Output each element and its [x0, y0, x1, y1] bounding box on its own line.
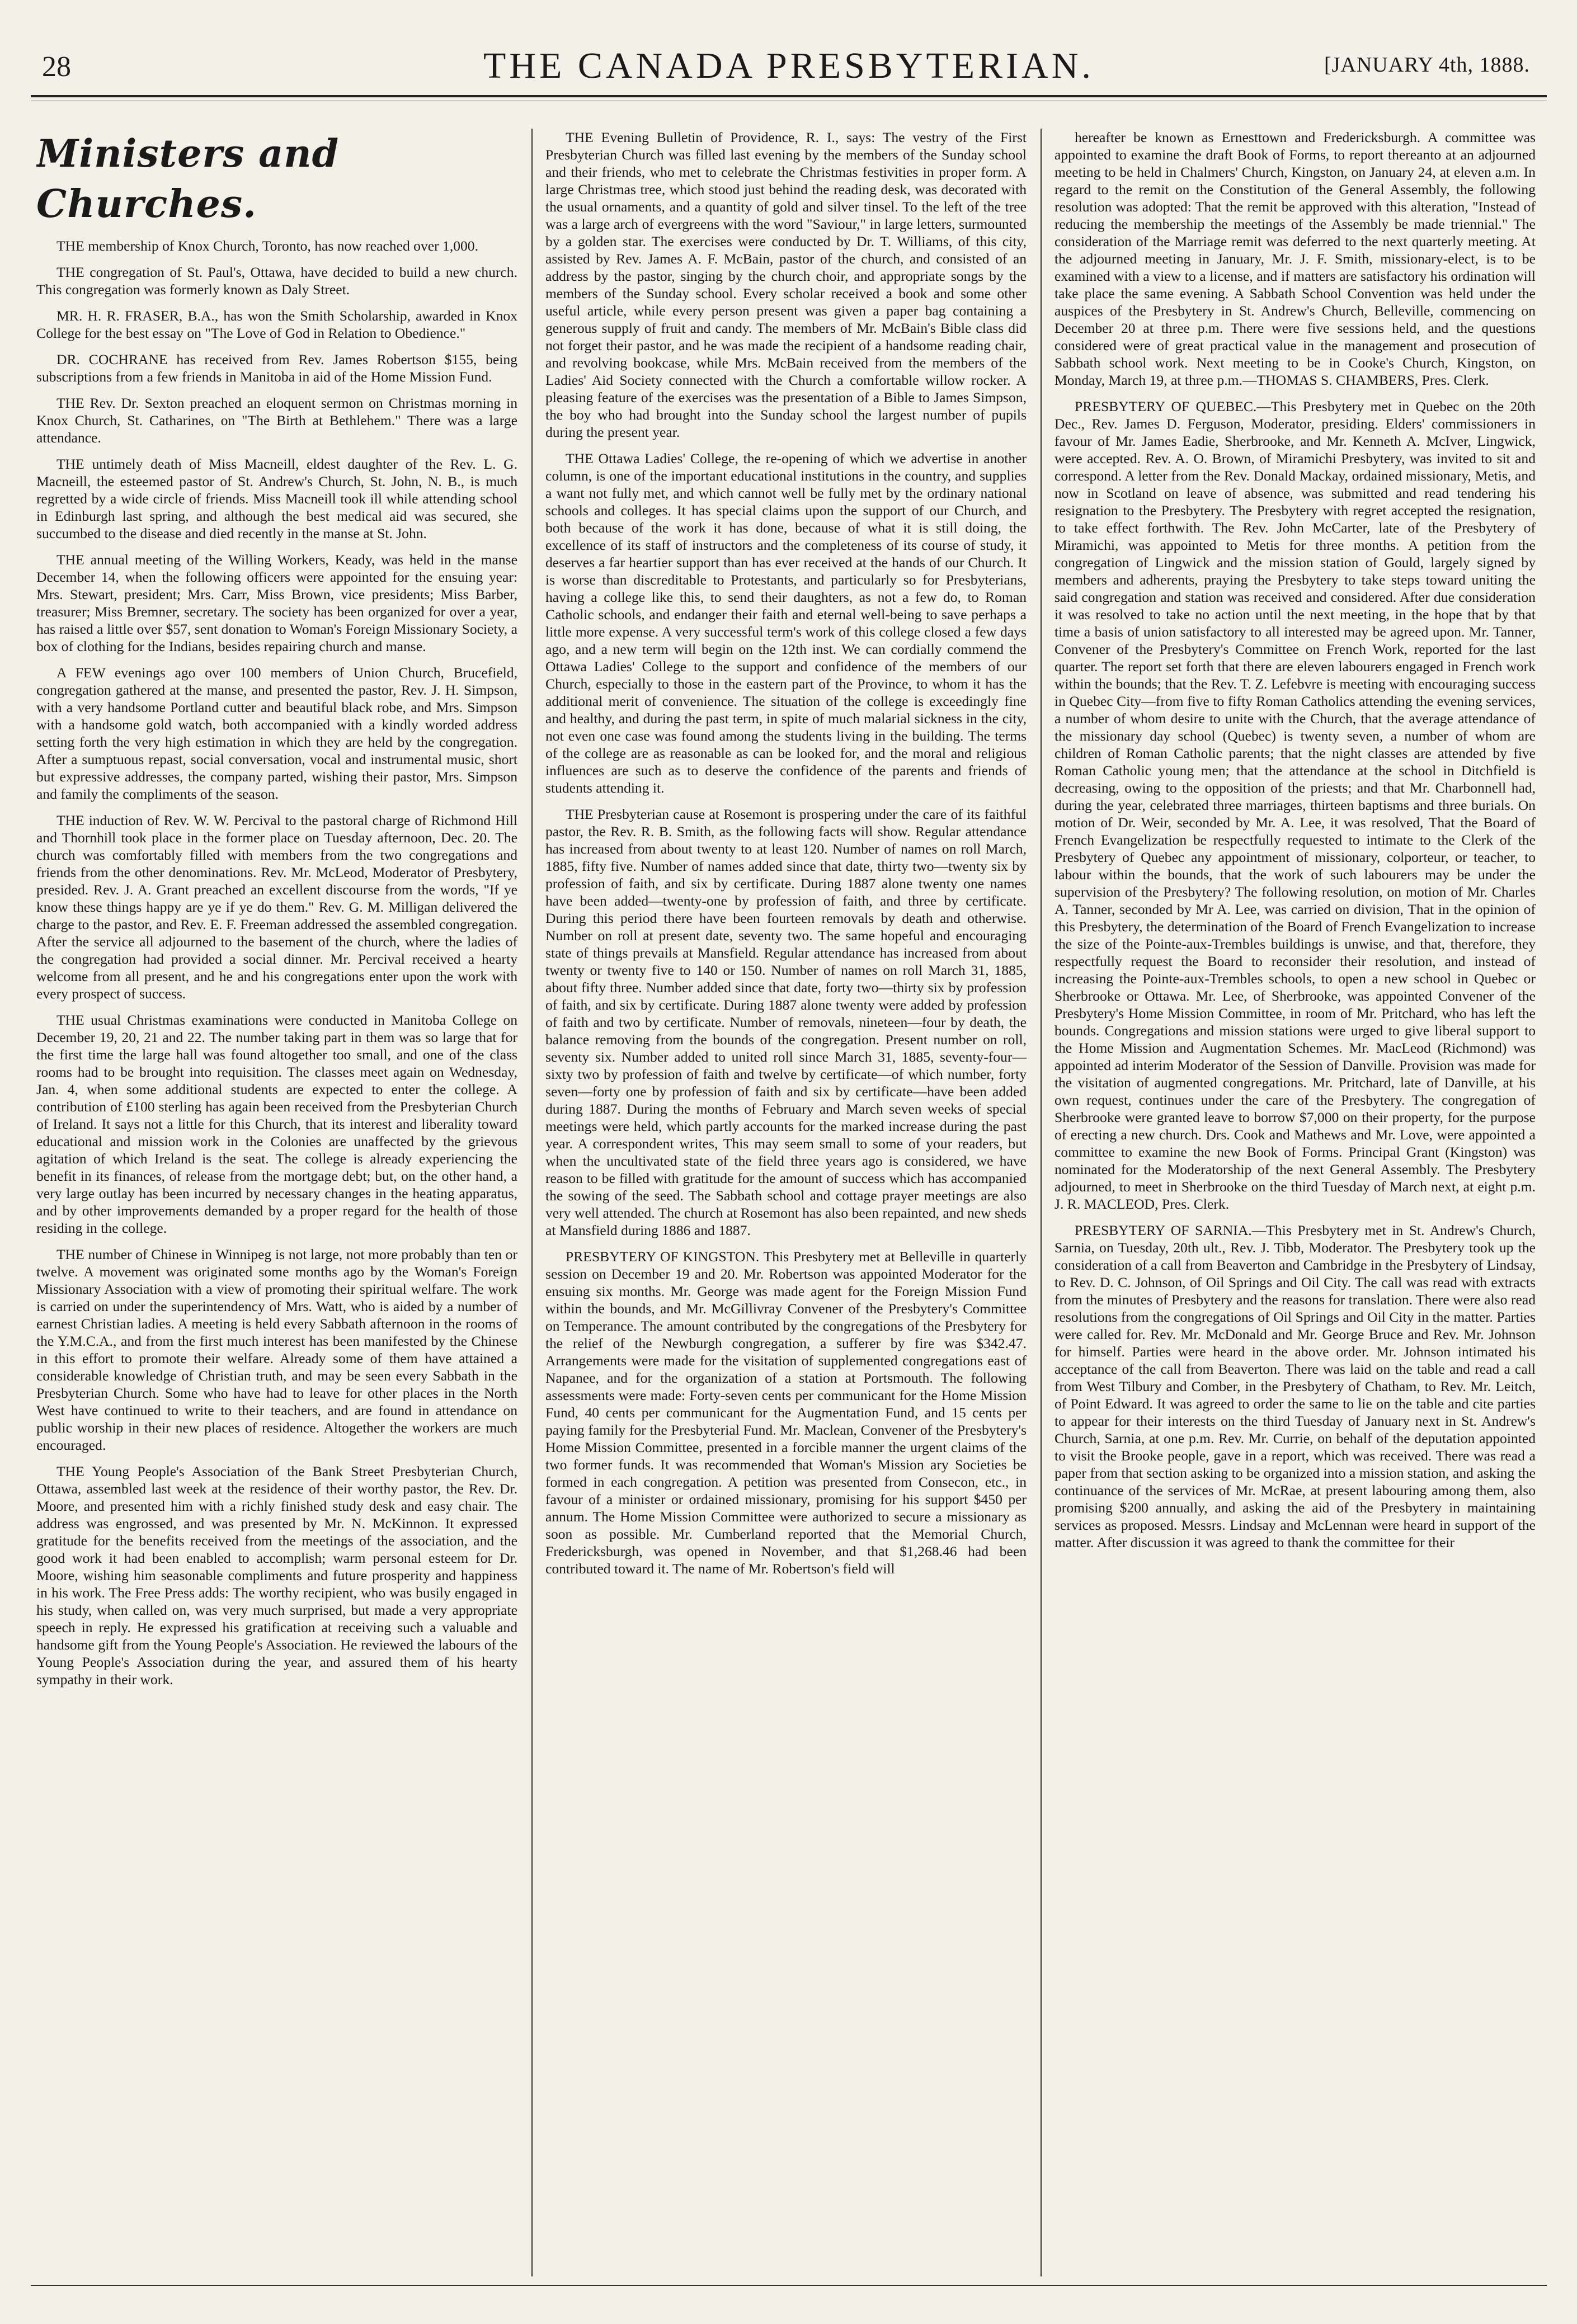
article-paragraph: A FEW evenings ago over 100 members of Union Church, Brucefield, congregation gathered at the manse, and presented the pastor, Rev. J. H. Simpson, with a very handsome Portland cutter and beautiful black robe, and Mrs. Simpson with a handsome gold watch, both accompanied with a kindly worded address setting forth the very high estimation in which they are held by the congregation. After a sumptuous repast, social conversation, vocal and instrumental music, short but expressive addresses, the company parted, wishing their pastor, Mrs. Simpson and family the compliments of the season. — [36, 664, 517, 802]
article-paragraph: MR. H. R. FRASER, B.A., has won the Smith Scholarship, awarded in Knox College for the best essay on "The Love of God in Relation to Obedience." — [36, 308, 517, 341]
page-number: 28 — [42, 51, 71, 83]
section-title: Ministers and Churches. — [36, 131, 340, 227]
header-rule — [31, 95, 1547, 97]
article-paragraph: THE Evening Bulletin of Providence, R. I., says: The vestry of the First Presbyterian Church was filled last evening by the members of the Sunday school and their friends, who met to celebrate the Christmas festivities in proper form. A large Christmas tree, which stood just behind the reading desk, was decorated with the usual ornaments, and a quantity of gold and silver tinsel. To the left of the tree was a large arch of evergreens with the word "Saviour," in large letters, surmounted by a golden star. The exercises were conducted by Dr. T. Williams, of this city, assisted by Rev. James A. F. McBain, pastor of the church, and consisted of an address by the pastor, singing by the church choir, and appropriate songs by the members of the Sunday school. Every scholar received a book and some other useful article, while every person present was given a paper bag containing a generous supply of fruit and candy. The members of Mr. McBain's Bible class did not forget their pastor, and he was made the recipient of a handsome reading chair, and revolving bookcase, while Mrs. McBain received from the members of the Ladies' Aid Society connected with the Church a comfortable willow rocker. A pleasing feature of the exercises was the presentation of a Bible to James Simpson, the boy who had brought into the Sunday school the largest number of pupils during the present year. — [545, 129, 1027, 440]
column-1 — [36, 129, 517, 2276]
article-paragraph: THE untimely death of Miss Macneill, eldest daughter of the Rev. L. G. Macneill, the esteemed pastor of St. Andrew's Church, St. John, N. B., is much regretted by a wide circle of friends. Miss Macneill took ill while attending school in Edinburgh last spring, and although the best medical aid was secured, she succumbed to the disease and died recently in the manse at St. John. — [36, 456, 517, 541]
issue-date: [JANUARY 4th, 1888. — [1324, 53, 1530, 77]
article-paragraph: THE congregation of St. Paul's, Ottawa, have decided to build a new church. This congregation was formerly known as Daly Street. — [36, 264, 517, 298]
article-paragraph: DR. COCHRANE has received from Rev. James Robertson $155, being subscriptions from a few friends in Manitoba in aid of the Home Mission Fund. — [36, 351, 517, 385]
article-paragraph: THE Presbyterian cause at Rosemont is prospering under the care of its faithful pastor, the Rev. R. B. Smith, as the following facts will show. Regular attendance has increased from about twenty to at least 120. Number of names on roll March, 1885, fifty five. Number of names added since that date, thirty two—twenty six by profession of faith, and six by certificate. During 1887 alone twenty one names have been added—twenty-one by profession of faith, and three by certificate. During this period there have been fourteen removals by death and otherwise. Number on roll at present date, seventy two. The same hopeful and encouraging state of things prevails at Mansfield. Regular attendance has increased from about twenty or twenty five to 140 or 150. Number of names on roll March 31, 1885, about fifty three. Number added since that date, forty two—thirty six by profession of faith, and six by certificate. During 1887 alone twenty were added by profession of faith and two by certificate. Number of removals, nineteen—four by death, the balance removing from the bounds of the congregation. Present number on roll, seventy six. Number added to united roll since March 31, 1885, seventy-four—sixty two by profession of faith and twelve by certificate—of which number, forty seven—forty one by profession of faith and six by certificate—have been added during 1887. During the months of February and March seven weeks of special meetings were held, which partly accounts for the marked increase during the past year. A correspondent writes, This may seem small to some of your readers, but when the uncultivated state of the field three years ago is considered, we have reason to be filled with gratitude for the amount of success which has accompanied the sowing of the seed. The Sabbath school and cottage prayer meetings are also very well attended. The church at Rosemont has also been repainted, and new sheds at Mansfield during 1886 and 1887. — [545, 806, 1027, 1238]
article-paragraph: PRESBYTERY OF QUEBEC.—This Presbytery met in Quebec on the 20th Dec., Rev. James D. Ferguson, Moderator, presiding. Elders' commissioners in favour of Mr. James Eadie, Sherbrooke, and Mr. Kenneth A. McIver, Lingwick, were accepted. Rev. A. O. Brown, of Miramichi Presbytery, was invited to sit and correspond. A letter from the Rev. Donald Mackay, ordained missionary, Metis, and now in Scotland on leave of absence, was submitted and read tendering his resignation to the Presbytery. The Presbytery with regret accepted the resignation, to take effect forthwith. The Rev. John McCarter, late of the Presbytery of Miramichi, was appointed to Metis for three months. A petition from the congregation of Lingwick and the mission station of Gould, largely signed by members and adherents, praying the Presbytery to take steps toward uniting the said congregation and station was received and considered. After due consideration it was resolved to take no action until the next meeting, in the hope that by that time a basis of union satisfactory to all interested may be agreed upon. Mr. Tanner, Convener of the Presbytery's Committee on French Work, reported for the last quarter. The report set forth that there are eleven labourers engaged in French work within the bounds; that the Rev. T. Z. Lefebvre is meeting with encouraging success in Quebec City—from five to fifty Roman Catholics attending the evening services, a number of whom desire to unite with the Church, that the average attendance of the missionary day school (Quebec) is twenty seven, a number of whom are children of Roman Catholic parents; that the night classes are attended by five Roman Catholic young men; that the attendance at the school in Ditchfield is decreasing, owing to the opposition of the priests; and that Mr. Charbonnell had, during the year, celebrated three marriages, thirteen baptisms and three burials. On motion of Dr. Weir, seconded by Mr. A. Lee, it was resolved, That the Board of French Evangelization be respectfully requested to intimate to the Clerk of the Presbytery of Quebec any appointment of missionary, colporteur, or teacher, to labour within the bounds, that the work of such labourers may be under the supervision of the Presbytery? The following resolution, on motion of Mr. Charles A. Tanner, seconded by Mr A. Lee, was carried on division, That in the opinion of this Presbytery, the determination of the Board of French Evangelization to increase the size of the Pointe-aux-Trembles buildings is unwise, and that, therefore, they respectfully request the Board to reconsider their resolution, and instead of increasing the Pointe-aux-Trembles schools, to open a new school in Quebec or Sherbrooke or Ottawa. Mr. Lee, of Sherbrooke, was appointed Convener of the Presbytery's Home Mission Committee, in room of Mr. Pritchard, who has left the bounds. Congregations and mission stations were urged to give liberal support to the Home Mission and Augmentation Schemes. Mr. MacLeod (Richmond) was appointed ad interim Moderator of the Session of Danville. Provision was made for the visitation of augmented congregations. Mr. Pritchard, late of Danville, at his own request, continues under the care of the Presbytery. The congregation of Sherbrooke were granted leave to borrow $7,000 on their property, for the purpose of erecting a new church. Drs. Cook and Mathews and Mr. Love, were appointed a committee to examine the new Book of Forms. Principal Grant (Kingston) was nominated for the Moderatorship of the next General Assembly. The Presbytery adjourned, to meet in Sherbrooke on the third Tuesday of March next, at eight p.m. J. R. MACLEOD, Pres. Clerk. — [1055, 398, 1536, 1212]
article-paragraph: THE Rev. Dr. Sexton preached an eloquent sermon on Christmas morning in Knox Church, St. Catharines, on "The Birth at Bethlehem." There was a large attendance. — [36, 395, 517, 446]
article-paragraph: hereafter be known as Ernesttown and Fredericksburgh. A committee was appointed to examine the draft Book of Forms, to report thereanto at an adjourned meeting to be held in Chalmers' Church, Kingston, on January 24, at eleven a.m. In regard to the remit on the Constitution of the General Assembly, the following resolution was adopted: That the remit be approved with this alteration, "Instead of reducing the membership the meetings of the Assembly be made triennial." The consideration of the Marriage remit was deferred to the next quarterly meeting. At the adjourned meeting in January, Mr. J. F. Smith, missionary-elect, is to be examined with a view to a license, and if matters are satisfactory his ordination will take place the same evening. A Sabbath School Convention was held under the auspices of the Presbytery in St. Andrew's Church, Belleville, commencing on December 20 at three p.m. There were five sessions held, and the questions considered were of great practical value in the management and prosecution of Sabbath school work. Next meeting to be in Cooke's Church, Kingston, on Monday, March 19, at three p.m.—THOMAS S. CHAMBERS, Pres. Clerk. — [1055, 129, 1536, 388]
column-divider — [531, 129, 533, 2276]
article-paragraph: THE induction of Rev. W. W. Percival to the pastoral charge of Richmond Hill and Thornhill took place in the former place on Tuesday afternoon, Dec. 20. The church was comfortably filled with members from the two congregations and friends from the other denominations. Rev. Mr. McLeod, Moderator of Presbytery, presided. Rev. J. A. Grant preached an excellent discourse from the words, "If ye know these things happy are ye if ye do them." Rev. G. M. Milligan delivered the charge to the pastor, and Rev. E. F. Freeman addressed the assembled congregation. After the service all adjourned to the basement of the church, where the ladies of the congregation had provided a social dinner. Mr. Percival received a hearty welcome from all present, and he and his congregations enter upon the work with every prospect of success. — [36, 812, 517, 1002]
article-paragraph: THE usual Christmas examinations were conducted in Manitoba College on December 19, 20, 21 and 22. The number taking part in them was so large that for the first time the large hall was found altogether too small, and one of the class rooms had to be brought into requisition. The classes meet again on Wednesday, Jan. 4, when some additional students are expected to enter the college. A contribution of £100 sterling has again been received from the Presbyterian Church of Ireland. It says not a little for this Church, that its interest and liberality toward educational and mission work in the Colonies are unaffected by the grievous agitation of which Ireland is the seat. The college is already experiencing the benefit in its finances, of release from the mortgage debt; but, on the other hand, a very large outlay has been incurred by necessary changes in the heating apparatus, and by other improvements demanded by a proper regard for the health of those residing in the college. — [36, 1012, 517, 1236]
article-paragraph: THE annual meeting of the Willing Workers, Keady, was held in the manse December 14, when the following officers were appointed for the ensuing year: Mrs. Stewart, president; Mrs. Carr, Miss Brown, vice presidents; Miss Barber, treasurer; Miss Bremner, secretary. The society has been organized for over a year, has raised a little over $57, sent donation to Woman's Foreign Missionary Society, a box of clothing for the Indians, besides repairing church and manse. — [36, 551, 517, 654]
newspaper-page — [31, 22, 1547, 2304]
masthead — [31, 45, 1547, 89]
article-paragraph: PRESBYTERY OF SARNIA.—This Presbytery met in St. Andrew's Church, Sarnia, on Tuesday, 20th ult., Rev. J. Tibb, Moderator. The Presbytery took up the consideration of a call from Beaverton and Cambridge in the Presbytery of Lindsay, to Rev. D. C. Johnson, of Oil Springs and Oil City. The call was read with extracts from the minutes of Presbytery and the reasons for translation. There were also read resolutions from the congregations of Oil Springs and Oil City in the matter. Parties were called for. Rev. Mr. McDonald and Mr. George Bruce and Rev. Mr. Johnson for himself. Parties were heard in the above order. Mr. Johnson intimated his acceptance of the call from Beaverton. There was laid on the table and read a call from West Tilbury and Comber, in the Presbytery of Chatham, to Rev. Mr. Leitch, of Point Edward. It was agreed to order the same to lie on the table and cite parties to appear for their interests on the third Tuesday of January next in St. Andrew's Church, Sarnia, at one p.m. Rev. Mr. Currie, on behalf of the deputation appointed to visit the Brooke people, gave in a report, which was received. There was read a paper from that section asking to be organized into a mission station, and asking the continuance of the services of Mr. McRae, at present labouring among them, also promising $200 annually, and asking the aid of the Presbytery in maintaining services as proposed. Messrs. Lindsay and McLennan were heard in support of the matter. After discussion it was agreed to thank the committee for their — [1055, 1222, 1536, 1550]
column-3 — [1055, 129, 1536, 2276]
article-paragraph: THE Ottawa Ladies' College, the re-opening of which we advertise in another column, is one of the important educational institutions in the country, and supplies a want not fully met, and which cannot well be fully met by the ordinary national schools and colleges. It has special claims upon the support of our Church, and both because of the work it has done, because of what it is still doing, the excellence of its staff of instructors and the completeness of its course of study, it deserves a far heartier support than has ever received at the hands of our Church. It is worse than discreditable to Protestants, and particularly so for Presbyterians, having a college like this, to send their daughters, as not a few do, to Roman Catholic schools, and endanger their faith and eternal well-being to save perhaps a little more expense. A very successful term's work of this college closed a few days ago, and a new term will begin on the 12th inst. We can cordially commend the Ottawa Ladies' College to the support and confidence of the members of our Church, especially to those in the eastern part of the Province, to whom it has the additional merit of convenience. The situation of the college is exceedingly fine and healthy, and during the past term, in spite of much malarial sickness in the city, not even one case was found among the students living in the building. The terms of the college are as reasonable as can be looked for, and the moral and religious influences are such as to deserve the confidence of the parents and friends of students attending it. — [545, 450, 1027, 796]
article-paragraph: THE membership of Knox Church, Toronto, has now reached over 1,000. — [57, 238, 479, 254]
newspaper-title: THE CANADA PRESBYTERIAN. — [483, 45, 1094, 86]
column-2 — [545, 129, 1027, 2276]
article-paragraph: THE number of Chinese in Winnipeg is not large, not more probably than ten or twelve. A movement was originated some months ago by the Woman's Foreign Missionary Association with a view of promoting their spiritual welfare. The work is carried on under the superintendency of Mrs. Watt, who is aided by a number of earnest Christian ladies. A meeting is held every Sabbath afternoon in the rooms of the Y.M.C.A., and from the first much interest has been manifested by the Chinese in this effort to promote their welfare. Already some of them have attained a considerable knowledge of Christian truth, and may be seen every Sabbath in the Presbyterian Church. Some who have had to leave for other places in the North West have continued to write to their teachers, and are found in attendance on public worship in their new places of residence. Altogether the workers are much encouraged. — [36, 1246, 517, 1453]
article-paragraph: THE Young People's Association of the Bank Street Presbyterian Church, Ottawa, assembled last week at the residence of their worthy pastor, the Rev. Dr. Moore, and presented him with a richly finished study desk and easy chair. The address was engrossed, and was presented by Mr. N. McKinnon. It expressed gratitude for the benefits received from the meetings of the association, and the good work it had been enabled to accomplish; warm personal esteem for Dr. Moore, wishing him seasonable compliments and future prosperity and happiness in his work. The Free Press adds: The worthy recipient, who was busily engaged in his study, when called on, was very much surprised, but made a very appropriate speech in reply. He expressed his gratification at receiving such a valuable and handsome gift from the Young People's Association. He reviewed the labours of the Young People's Association during the year, and assured them of his hearty sympathy in their work. — [36, 1463, 517, 1687]
footer-rule — [31, 2285, 1547, 2286]
column-divider — [1041, 129, 1042, 2276]
article-paragraph: PRESBYTERY OF KINGSTON. This Presbytery met at Belleville in quarterly session on December 19 and 20. Mr. Robertson was appointed Moderator for the ensuing six months. Mr. George was made agent for the Foreign Mission Fund within the bounds, and Mr. McGillivray Convener of the Presbytery's Committee on Temperance. The amount contributed by the congregations of the Presbytery for the relief of the Newburgh congregation, a sufferer by fire was $342.47. Arrangements were made for the visitation of supplemented congregations east of Napanee, and for the organization of a station at Portsmouth. The following assessments were made: Forty-seven cents per communicant for the Home Mission Fund, 40 cents per communicant for the Augmentation Fund, and 15 cents per paying family for the Presbyterial Fund. Mr. Maclean, Convener of the Presbytery's Home Mission Committee, presented in a forcible manner the urgent claims of the two former funds. It was recommended that Woman's Mission ary Societies be formed in each congregation. A petition was presented from Consecon, etc., in favour of a minister or ordained missionary, promising for his support $450 per annum. The Home Mission Committee were authorized to secure a missionary as soon as possible. Mr. Cumberland reported that the Memorial Church, Fredericksburgh, was opened in November, and that $1,268.46 had been contributed toward it. The name of Mr. Robertson's field will — [545, 1248, 1027, 1577]
